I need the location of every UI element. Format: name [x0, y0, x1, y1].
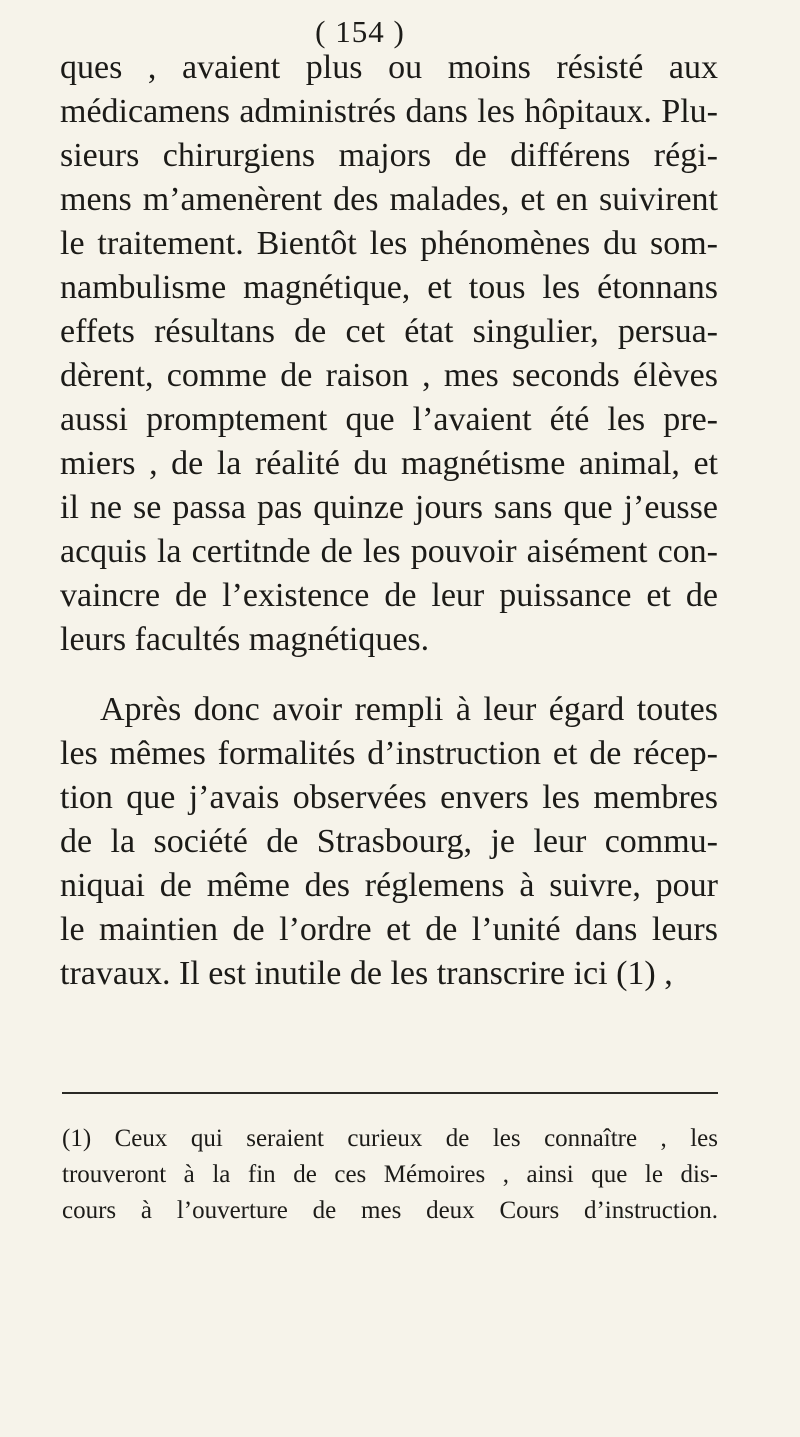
- text-line: effets résultans de cet état singulier, persua-: [60, 313, 718, 350]
- text-line: aussi promptement que l’avaient été les pre-: [60, 401, 718, 438]
- text-line: dèrent, comme de raison , mes seconds élèves: [60, 357, 718, 394]
- text-line: vaincre de l’existence de leur puissance et de: [60, 577, 718, 614]
- text-line: Après donc avoir rempli à leur égard toutes: [100, 691, 718, 728]
- text-line: niquai de même des réglemens à suivre, pour: [60, 867, 718, 904]
- text-line: médicamens administrés dans les hôpitaux. Plu-: [60, 93, 718, 130]
- text-line: travaux. Il est inutile de les transcrire ici (1) ,: [60, 955, 673, 992]
- text-line: nambulisme magnétique, et tous les étonnans: [60, 269, 718, 306]
- text-line: ques , avaient plus ou moins résisté aux: [60, 49, 718, 86]
- text-line: de la société de Strasbourg, je leur commu-: [60, 823, 718, 860]
- text-line: le maintien de l’ordre et de l’unité dans leurs: [60, 911, 718, 948]
- text-line: les mêmes formalités d’instruction et de récep-: [60, 735, 718, 772]
- text-line: le traitement. Bientôt les phénomènes du som-: [60, 225, 718, 262]
- text-line: leurs facultés magnétiques.: [60, 621, 430, 658]
- text-line: miers , de la réalité du magnétisme animal, et: [60, 445, 718, 482]
- text-line: sieurs chirurgiens majors de différens régi-: [60, 137, 718, 174]
- page-number: ( 154 ): [315, 14, 405, 49]
- text-line: mens m’amenèrent des malades, et en suivirent: [60, 181, 718, 218]
- footnote-line: (1) Ceux qui seraient curieux de les connaître , les: [62, 1125, 718, 1152]
- text-line: acquis la certitnde de les pouvoir aisément con-: [60, 533, 718, 570]
- text-line: il ne se passa pas quinze jours sans que j’eusse: [60, 489, 718, 526]
- footnote-line: cours à l’ouverture de mes deux Cours d’instruction.: [62, 1197, 718, 1224]
- footnote-rule: [62, 1092, 718, 1094]
- footnote-line: trouveront à la fin de ces Mémoires , ainsi que le dis-: [62, 1161, 718, 1188]
- text-line: tion que j’avais observées envers les membres: [60, 779, 718, 816]
